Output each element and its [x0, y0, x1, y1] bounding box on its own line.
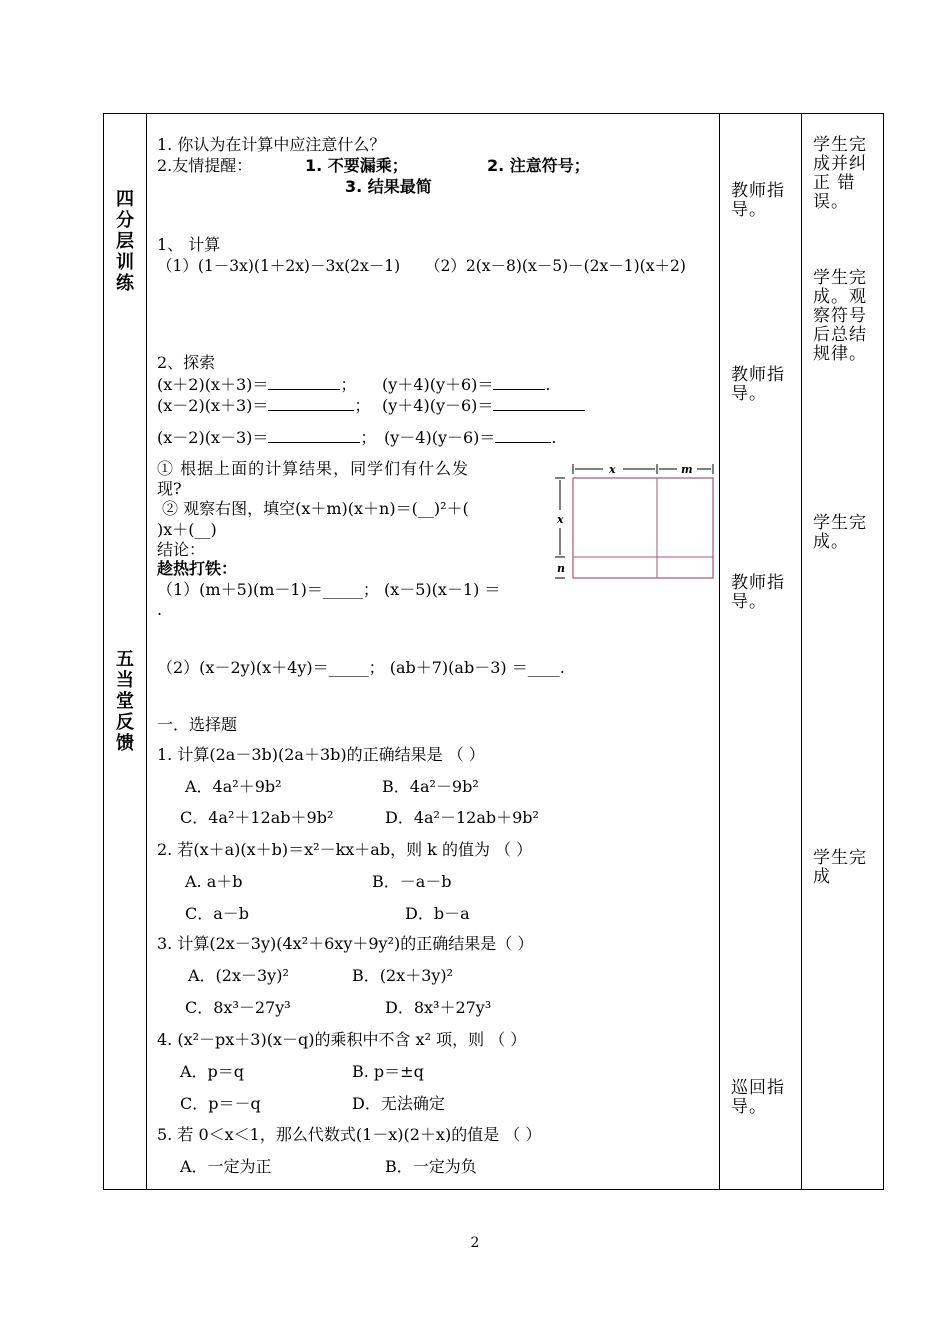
section-label-layered-training — [104, 189, 146, 294]
figure-label-m: m — [681, 463, 693, 476]
expr: (y－4)(y－6)＝ — [384, 428, 496, 447]
expr: (x－2)(x－3)＝ — [157, 428, 269, 447]
choice-option: D．8x³＋27y³ — [385, 998, 492, 1017]
choice-option: B．4a²－9b² — [382, 777, 479, 796]
choice-option: D．无法确定 — [352, 1094, 445, 1113]
label-char: 当 — [116, 670, 134, 691]
student-note: 学生完成 — [813, 848, 867, 887]
choice-option: C．a－b — [185, 904, 250, 923]
page-number: 2 — [470, 1235, 480, 1251]
column-divider — [719, 114, 720, 1189]
figure-outer-rect — [573, 478, 713, 578]
expr: (y＋4)(y－6)＝ — [382, 396, 494, 415]
choice-option: A．一定为正 — [180, 1157, 272, 1176]
practice-title: 趁热打铁： — [157, 559, 238, 578]
practice-2: （2）(x－2y)(x＋4y)＝_____； (ab＋7)(ab－3) ＝____. — [157, 658, 565, 677]
choice-option: D．b－a — [405, 904, 470, 923]
explore-title: 2、探索 — [157, 353, 216, 372]
choice-title: 一．选择题 — [157, 715, 238, 734]
tip-3: 3. 结果最简 — [345, 177, 432, 196]
label-char: 分 — [116, 210, 134, 231]
explore-row: (y＋4)(y＋6)＝ . — [382, 375, 551, 394]
explore-row: (x－2)(x＋3)＝ ； — [157, 396, 371, 415]
choice-question: 5. 若 0＜x＜1，那么代数式(1－x)(2＋x)的值是 （ ） — [157, 1125, 542, 1144]
figure-label-x: x — [609, 463, 616, 476]
choice-option: B．－a－b — [372, 872, 452, 891]
choice-question: 1. 计算(2a－3b)(2a＋3b)的正确结果是 （ ） — [157, 745, 485, 764]
choice-option: A．p＝q — [180, 1062, 245, 1081]
answer-blank[interactable] — [268, 375, 340, 390]
conclusion-label: 结论： — [157, 540, 206, 559]
calc-title: 1、 计算 — [157, 235, 221, 254]
choice-question: 4. (x²－px＋3)(x－q)的乘积中不含 x² 项，则 （ ） — [157, 1030, 527, 1049]
explore-q2: ② 观察右图，填空(x＋m)(x＋n)＝(__)²＋( — [162, 499, 469, 518]
tip-2: 2. 注意符号； — [487, 156, 590, 175]
teacher-note: 教师指导。 — [731, 181, 785, 220]
teacher-note: 巡回指导。 — [731, 1078, 785, 1117]
choice-option: C．4a²＋12ab＋9b² — [180, 808, 334, 827]
answer-blank[interactable] — [495, 428, 551, 443]
reminder-prefix: 2.友情提醒： — [157, 156, 253, 175]
teacher-note: 教师指导。 — [731, 365, 785, 404]
figure-label-xv: x — [557, 513, 564, 526]
explore-q1: ① 根据上面的计算结果，同学们有什么发 — [157, 459, 470, 478]
choice-question: 3. 计算(2x－3y)(4x²＋6xy＋9y²)的正确结果是（ ） — [157, 934, 534, 953]
choice-option: A. a＋b — [185, 872, 243, 891]
label-char: 训 — [116, 252, 134, 273]
answer-blank[interactable] — [268, 396, 354, 411]
tip-1: 1. 不要漏乘； — [305, 156, 408, 175]
reminder-line — [157, 156, 252, 176]
student-note: 学生完成。观察符号后总结规律。 — [813, 268, 867, 364]
explore-q1-cont: 现? — [157, 479, 182, 498]
label-char: 练 — [116, 273, 134, 294]
practice-1-end: . — [157, 600, 163, 619]
label-char: 堂 — [116, 691, 134, 712]
choice-option: B. p＝±q — [352, 1062, 424, 1081]
answer-blank[interactable] — [493, 375, 545, 390]
label-char: 馈 — [116, 733, 134, 754]
column-divider — [146, 114, 147, 1189]
answer-blank[interactable] — [493, 396, 585, 411]
choice-option: D．4a²－12ab＋9b² — [385, 808, 539, 827]
explore-row: (y－4)(y－6)＝ . — [384, 428, 557, 447]
practice-1: （1）(m＋5)(m－1)＝_____； (x－5)(x－1) ＝ — [157, 580, 501, 599]
student-note: 学生完成并纠正 错误。 — [813, 135, 867, 212]
choice-option: A．4a²＋9b² — [185, 777, 282, 796]
answer-blank[interactable] — [268, 428, 360, 443]
choice-option: B．一定为负 — [385, 1157, 477, 1176]
figure-label-n: n — [557, 562, 565, 575]
expr: (x－2)(x＋3)＝ — [157, 396, 269, 415]
choice-option: B．(2x＋3y)² — [352, 966, 454, 985]
label-char: 四 — [116, 189, 134, 210]
section-label-class-feedback — [104, 649, 146, 754]
area-figure — [553, 460, 717, 582]
teacher-note: 教师指导。 — [731, 573, 785, 612]
expr: (y＋4)(y＋6)＝ — [382, 375, 494, 394]
calc-problem-2: （2）2(x－8)(x－5)－(2x－1)(x＋2) — [425, 257, 686, 275]
choice-option: A．(2x－3y)² — [188, 966, 289, 985]
choice-option: C．p＝－q — [180, 1094, 261, 1113]
student-note: 学生完成。 — [813, 513, 867, 552]
column-divider — [801, 114, 802, 1189]
calc-problem-1: （1）(1－3x)(1＋2x)－3x(2x－1) — [157, 257, 401, 275]
explore-row: (x－2)(x－3)＝ ； — [157, 428, 377, 447]
reminder-question: 1. 你认为在计算中应注意什么？ — [157, 135, 386, 154]
explore-q2-cont: )x＋(__) — [157, 520, 217, 539]
explore-row — [382, 396, 585, 416]
label-char: 五 — [116, 649, 134, 670]
explore-row: (x＋2)(x＋3)＝ ； — [157, 375, 357, 394]
expr: (x＋2)(x＋3)＝ — [157, 375, 269, 394]
choice-question: 2. 若(x＋a)(x＋b)＝x²－kx＋ab，则 k 的值为 （ ） — [157, 840, 533, 859]
choice-option: C．8x³－27y³ — [185, 998, 291, 1017]
label-char: 反 — [116, 712, 134, 733]
label-char: 层 — [116, 231, 134, 252]
